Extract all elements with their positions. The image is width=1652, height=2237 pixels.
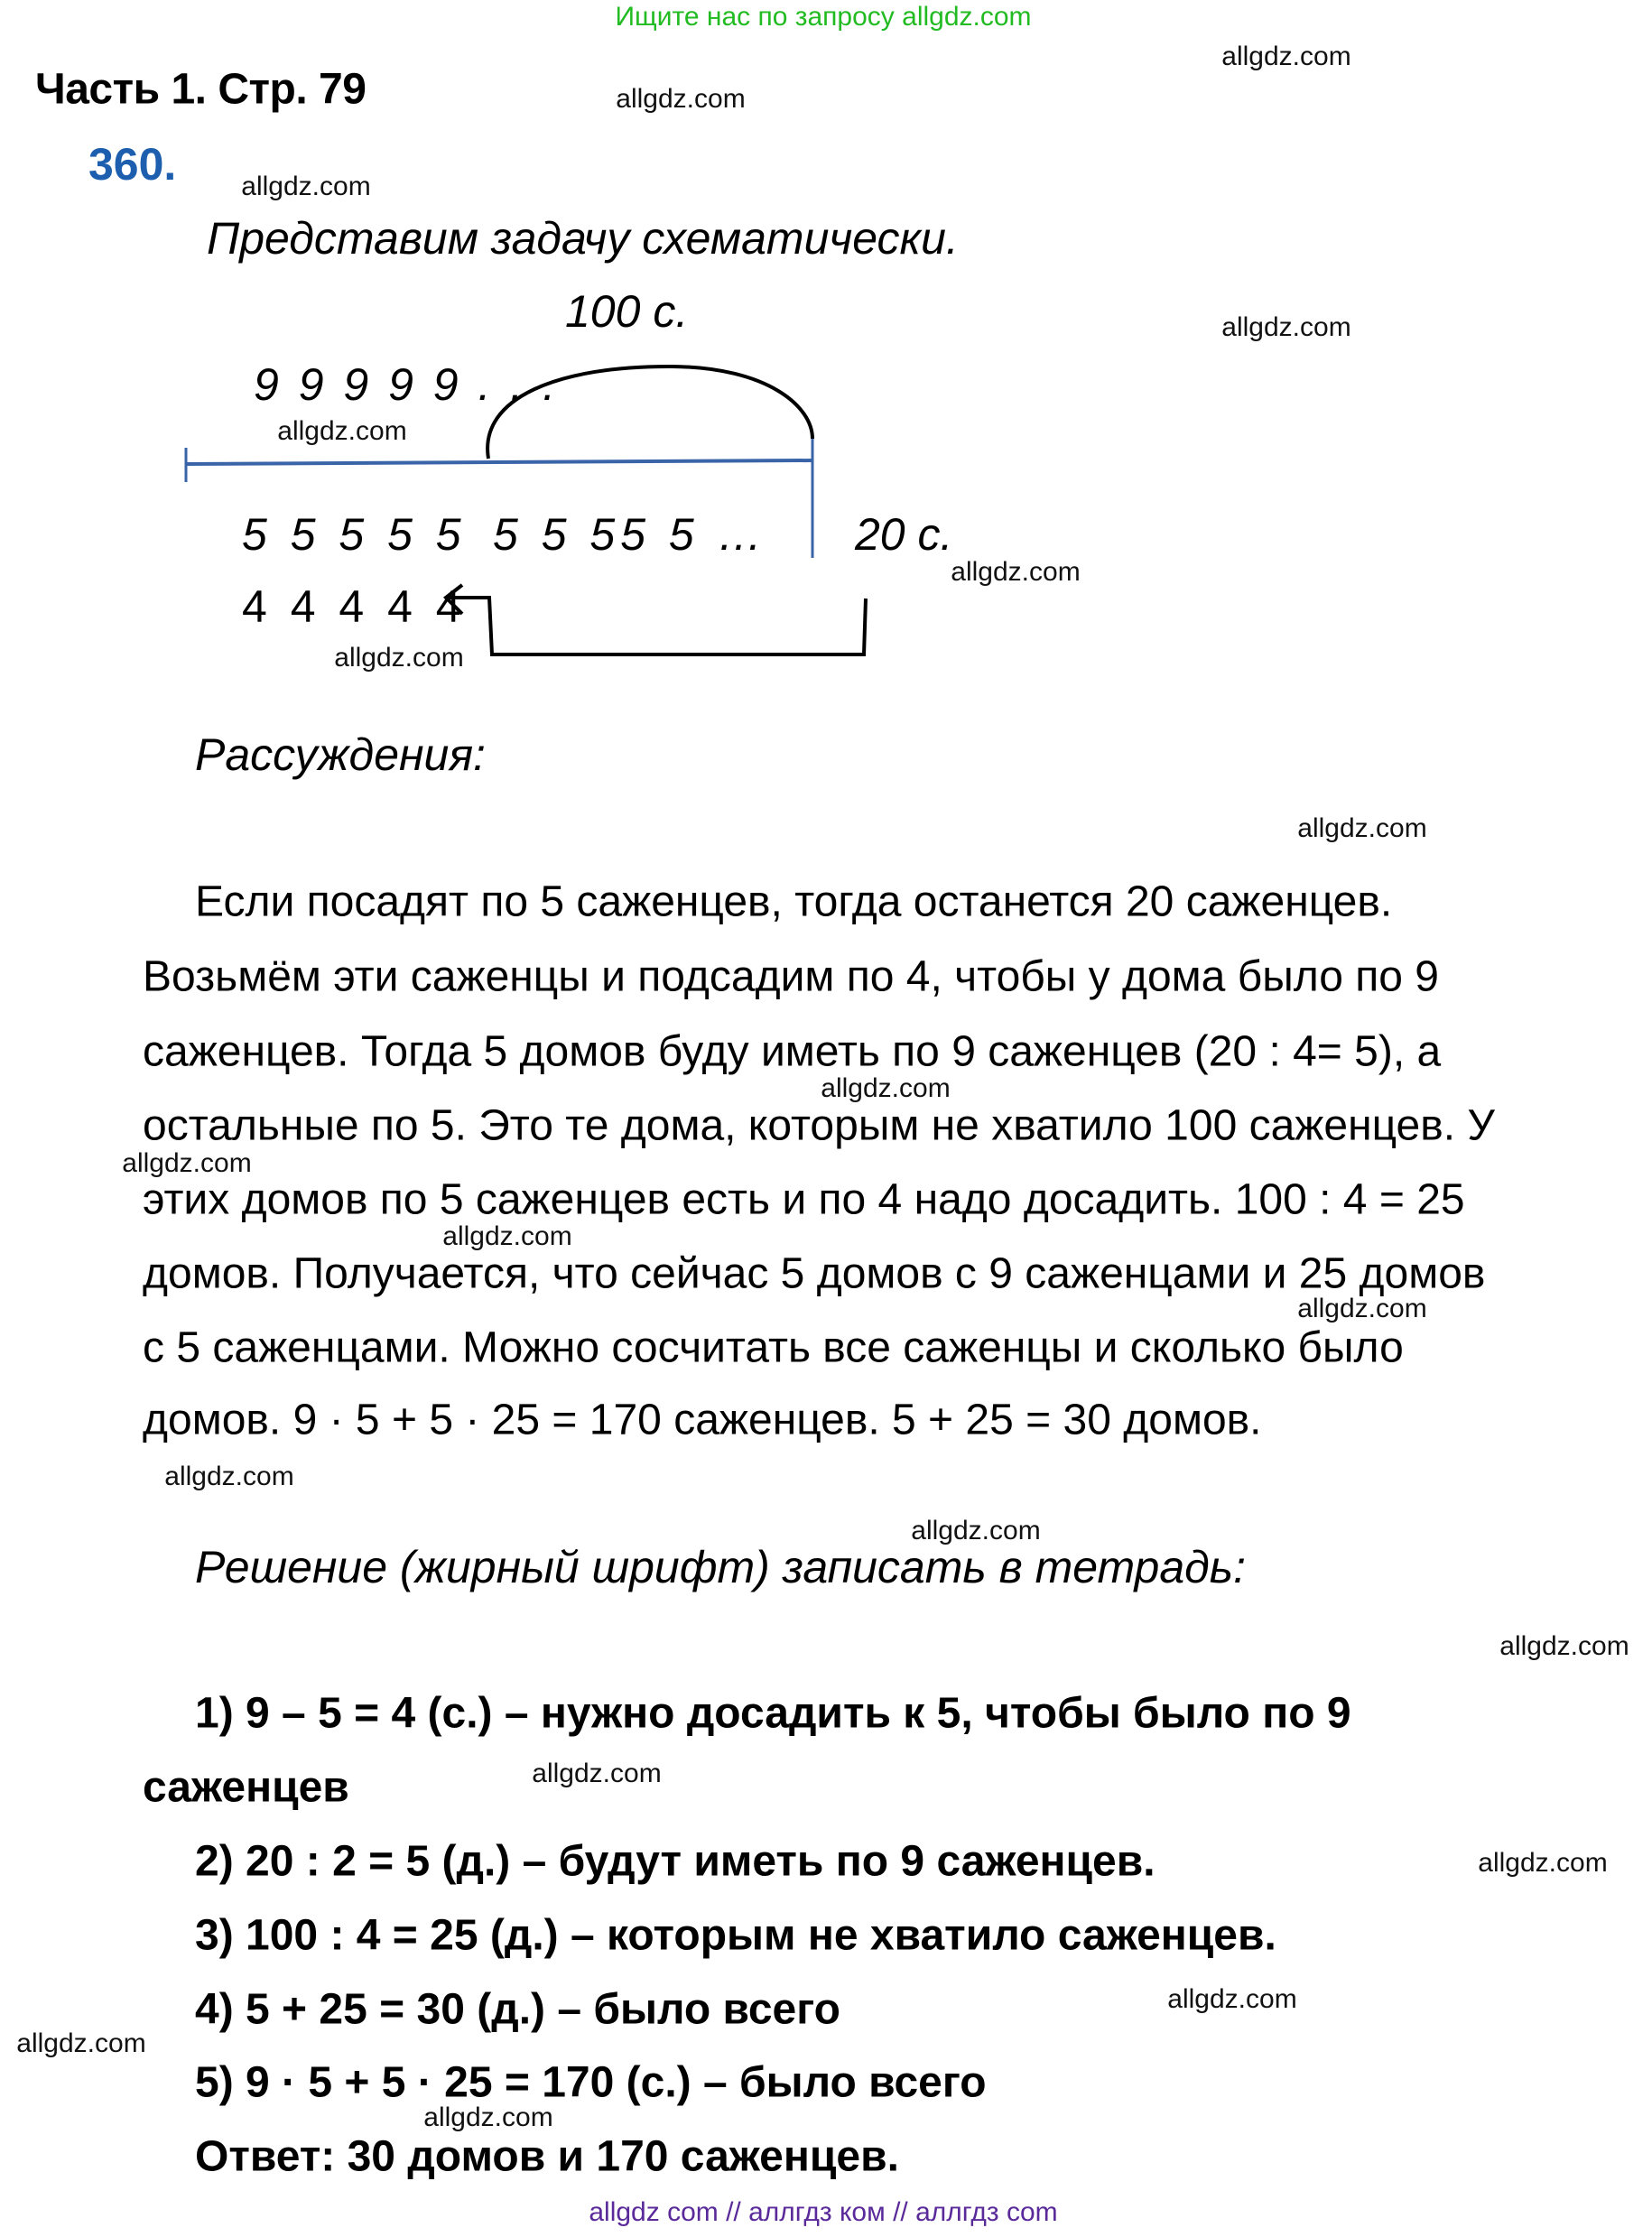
answer-line: Ответ: 30 домов и 170 саженцев. (195, 2132, 899, 2181)
row-fives-a: 5 5 5 5 5 (242, 509, 467, 560)
reasoning-line: Возьмём эти саженцы и подсадим по 4, чтобы у дома было по 9 (143, 952, 1439, 1001)
intro-text: Представим задачу схематически. (207, 213, 959, 264)
base-line (186, 460, 812, 464)
watermark: allgdz.com (1297, 813, 1427, 843)
watermark: allgdz.com (1499, 1631, 1629, 1661)
solution-line: 1) 9 – 5 = 4 (с.) – нужно досадить к 5, чтобы было по 9 (195, 1689, 1351, 1738)
solution-title: Решение (жирный шрифт) записать в тетрадь: (195, 1542, 1246, 1592)
solution-line: 5) 9 · 5 + 5 · 25 = 170 (с.) – было всего (195, 2058, 987, 2107)
watermark: allgdz.com (951, 557, 1081, 587)
row-nines: 9 9 9 9 9 . . . (254, 359, 559, 410)
watermark: allgdz.com (1221, 42, 1351, 71)
reasoning-title: Рассуждения: (195, 729, 486, 780)
watermark: allgdz.com (616, 84, 746, 114)
watermark: allgdz.com (241, 172, 371, 201)
reasoning-line: домов. Получается, что сейчас 5 домов с 9 саженцами и 25 домов (143, 1249, 1486, 1298)
reasoning-line: саженцев. Тогда 5 домов буду иметь по 9 саженцев (20 : 4= 5), а (143, 1027, 1442, 1076)
return-bracket (448, 598, 866, 654)
reasoning-line: остальные по 5. Это те дома, которым не хватило 100 саженцев. У (143, 1101, 1495, 1150)
reasoning-line: домов. 9 · 5 + 5 · 25 = 170 саженцев. 5 + 25 = 30 домов. (143, 1396, 1262, 1444)
watermark: allgdz.com (423, 2102, 553, 2132)
task-number: 360. (88, 139, 177, 190)
footer-links[interactable]: allgdz com // аллгдз ком // аллгдз com (589, 2197, 1058, 2227)
promo-link[interactable]: Ищите нас по запросу allgdz.com (615, 2, 1032, 32)
watermark: allgdz.com (442, 1221, 572, 1251)
watermark: allgdz.com (1221, 312, 1351, 342)
watermark: allgdz.com (164, 1462, 294, 1491)
solution-line: саженцев (143, 1763, 349, 1812)
solution-line: 2) 20 : 2 = 5 (д.) – будут иметь по 9 саженцев. (195, 1837, 1155, 1886)
watermark: allgdz.com (277, 416, 407, 446)
row-fours: 4 4 4 4 4 (242, 581, 467, 632)
watermark: allgdz.com (16, 2028, 146, 2058)
label-100: 100 с. (565, 286, 689, 337)
row-fives-b: 5 5 55 5 … (493, 509, 768, 560)
reasoning-line: этих домов по 5 саженцев есть и по 4 надо досадить. 100 : 4 = 25 (143, 1175, 1465, 1224)
watermark: allgdz.com (911, 1516, 1041, 1545)
solution-line: 3) 100 : 4 = 25 (д.) – которым не хватило саженцев. (195, 1911, 1276, 1960)
watermark: allgdz.com (1167, 1984, 1297, 2014)
reasoning-line: с 5 саженцами. Можно сосчитать все саженцы и сколько было (143, 1323, 1404, 1372)
watermark: allgdz.com (1478, 1848, 1608, 1878)
reasoning-line: Если посадят по 5 саженцев, тогда останется 20 саженцев. (195, 877, 1393, 926)
watermark: allgdz.com (532, 1759, 662, 1788)
solution-line: 4) 5 + 25 = 30 (д.) – было всего (195, 1985, 840, 2034)
watermark: allgdz.com (1297, 1294, 1427, 1323)
page-title: Часть 1. Стр. 79 (35, 65, 367, 114)
watermark: allgdz.com (334, 643, 464, 673)
label-20: 20 с. (855, 509, 953, 560)
watermark: allgdz.com (821, 1073, 951, 1103)
watermark: allgdz.com (122, 1148, 252, 1178)
